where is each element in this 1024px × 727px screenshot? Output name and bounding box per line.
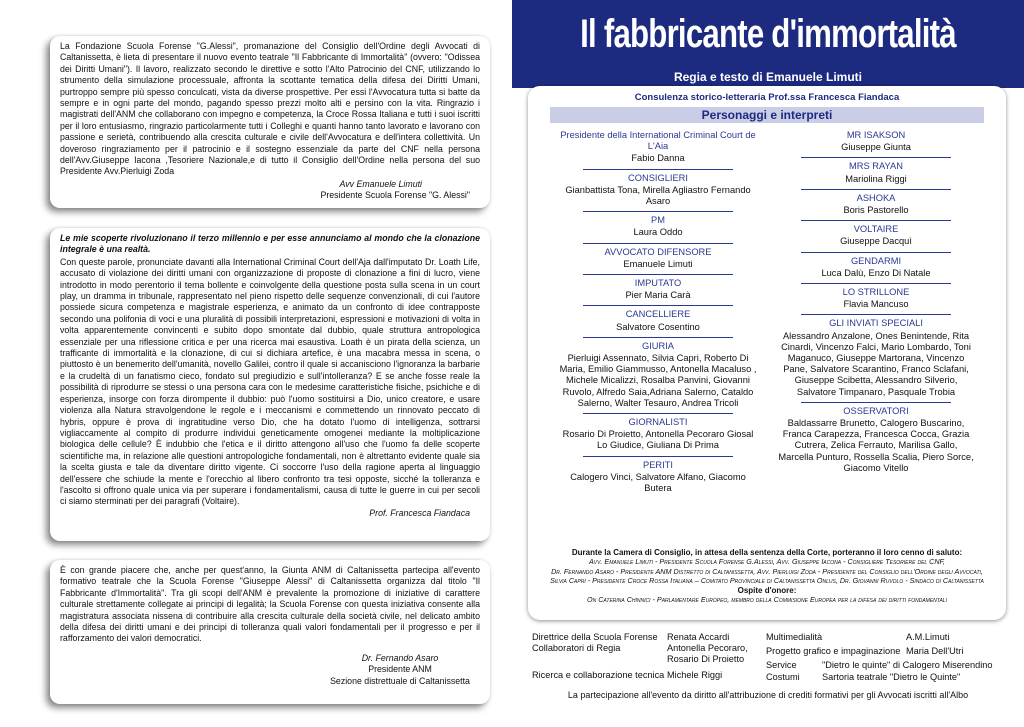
signature-asaro-name: Dr. Fernando Asaro — [361, 652, 439, 663]
role-divider — [583, 305, 733, 306]
cast-role: GIURIA — [641, 340, 675, 351]
cast-entry — [776, 314, 976, 397]
cast-entry — [558, 274, 758, 301]
cast-panel — [528, 86, 1006, 620]
role-divider — [583, 243, 733, 244]
credit-multimedia-value: A.M.Limuti — [906, 632, 950, 642]
subtitle: Regia e testo di Emanuele Limuti — [673, 70, 863, 84]
cast-column-right — [776, 130, 976, 474]
cast-names: Calogero Vinci, Salvatore Alfano, Giacomo Butera — [570, 471, 746, 494]
cast-names: Fabio Danna — [631, 153, 685, 164]
cast-entry — [558, 456, 758, 495]
cast-names: Giuseppe Dacquì — [840, 236, 912, 247]
camera-line-1: Avv. Emanuele Limuti - Presidente Scuola Forense G.Alessi, Avv. Giuseppe Iacona - Consigliere Tesoriere del CNF, — [588, 557, 946, 567]
cast-names: Emanuele Limuti — [623, 258, 693, 269]
credit-direttrice-label: Direttrice della Scuola Forense — [532, 632, 658, 642]
credit-regia-label: Collaboratori di Regia — [532, 643, 621, 653]
credit-service-value: "Dietro le quinte" di Calogero Miserendino — [822, 660, 993, 670]
cast-names: Luca Dalù, Enzo Di Natale — [821, 267, 931, 278]
cast-role: VOLTAIRE — [853, 224, 899, 235]
role-divider — [801, 189, 951, 190]
intro-text-fiandaca: Con queste parole, pronunciate davanti alla International Criminal Court dell'Aja dall'imputato Dr. Loath Life, accusato di violazione dei diritti umani con organizzazione di proposte di clonazione a fini di lucro, viene introdotto in modo perentorio il tema bollente e coinvolgente della questione posta sulla scena in un court play, un dramma in tribunale, rappresentato nel pieno rispetto delle sequenze convenzionali, di cui l'autore possiede sicura competenza e magistrale esperienza, e animato da un confronto di idee contrapposte secondo una polifonia di voci e una pluralità di possibili interpretazioni, espressioni e motivazioni di volta in volta apparentemente convincenti e subito dopo smontate dal dubbio, quale struttura antropologica essenziale per una riflessione critica e per una ricerca mai esaustiva. Loath è un pirata della scienza, un trafficante di immortalità e la clonazione, di cui si dichiara artefice, è una macabra messa in scena, o piuttosto è un benemerito dell'umanità, novello Galilei, contro il quale si accanisciono l'ignoranza la barbarie e la crudeltà di un fanatismo cieco, fondato sul pregiudizio e sull'intolleranza? E se anche fosse reale la possibilità di riprodurre se stessi o una persona cara con le medesime caratteristiche fisiche, psichiche e di esperienza, insorge con forza dirompente il dubbio: può l'uomo sostituirsi a Dio, unico creatore, e usare violenza alla Natura stravolgendone le regole e i meccanismi e commettendo un rinnovato peccato di hybris, oppure è prova di ingratitudine verso Dio, che ha dotato l'uomo di intelligenza, sottrarsi vigliaccamente al compito di produrre individui geneticamente omogenei mediante la moltiplicazione biologica delle cellule? È indubbio che l'etica e il diritto attengono all'uso che l'uomo fa delle scoperte scientifiche ma, in relazione alle questioni antropologiche fondamentali, non è altrettanto evidente quale sia la scelta giusta e tale da diventare diritto vigente. Ci soccorre l'uso della ragione aperta al linguaggio dell'essere che schiude la mente e l'orecchio al libero confronto tra tesi opposte, sicché la tolleranza e l'ascolto si offrono quale unica via per superare i fondamentalismi, causa di tutte le guerre in cui per secoli ci siamo sterminati per dei paragrafi (Voltaire). — [60, 256, 480, 507]
crediti-formativi-note: La partecipazione all'evento da diritto all'attribuzione di crediti formativi per gli Avvocati iscritti all'Albo — [567, 690, 969, 700]
title-banner — [512, 0, 1024, 88]
role-divider — [801, 402, 951, 403]
cast-names: Rosario Di Proietto, Antonella Pecoraro Giosal Lo Giudice, Giuliana Di Prima — [562, 429, 754, 451]
cast-entry — [558, 305, 758, 332]
cast-role: IMPUTATO — [634, 278, 682, 289]
cast-entry — [776, 252, 976, 279]
cast-role: OSSERVATORI — [843, 405, 909, 416]
cast-role: LO STRILLONE — [842, 287, 910, 298]
cast-entry — [776, 157, 976, 184]
cast-entry — [558, 211, 758, 238]
cast-names: Mariolina Riggi — [845, 173, 907, 184]
role-divider — [801, 220, 951, 221]
lead-quote: Le mie scoperte rivoluzionano il terzo millennio e per esse annunciamo al mondo che la clonazione integrale è una realtà. — [60, 233, 480, 255]
cast-entry — [776, 402, 976, 474]
camera-consiglio — [528, 548, 1006, 604]
role-divider — [801, 314, 951, 315]
ospite-label: Ospite d'onore: — [737, 585, 797, 595]
credit-costumi-value: Sartoria teatrale "Dietro le Quinte" — [822, 672, 961, 682]
main-title: Il fabbricante d'immortalità — [580, 12, 956, 56]
intro-box-fondazione — [50, 36, 490, 208]
credit-regia-value: Antonella Pecoraro, Rosario Di Proietto — [667, 643, 748, 664]
credit-multimedia-label: Multimedialità — [766, 632, 823, 642]
cast-entry — [558, 130, 758, 165]
role-divider — [801, 157, 951, 158]
intro-text-anm: È con grande piacere che, anche per quest'anno, la Giunta ANM di Caltanissetta partecipa all'evento formativo teatrale che la Scuola Forense "Giuseppe Alessi" di Caltanissetta organizza dal titolo "Il Fabbricante d'Immortalità". Tra gli scopi dell'ANM è prevalente la promozione di iniziative di carattere culturale strettamente collegate ai principi di legalità; la Scuola Forense con questa iniziativa consente alla magistratura associata nissena di contribuire alla crescita culturale della società civile, nel delicato ambito della difesa dei diritti umani e dei principi di tolleranza quali valori fondamentali per il progresso e per il rafforzamento dei valori democratici. — [60, 565, 480, 644]
cast-role: Presidente della International Criminal Court de L'Aia — [560, 130, 756, 152]
cast-role: GLI INVIATI SPECIALI — [829, 318, 923, 329]
cast-names: Baldassarre Brunetto, Calogero Buscarino, Franca Carapezza, Francesca Cocca, Grazia Cutrera, Zelica Ferrauto, Marilisa Gallo, Marcella Punturo, Rossella Scalia, Piero Sorce, Giacomo Vitello — [778, 418, 974, 473]
camera-heading: Durante la Camera di Consiglio, in attesa della sentenza della Corte, porteranno il loro cenno di saluto: — [571, 548, 963, 557]
cast-entry — [776, 283, 976, 310]
cast-role: GENDARMI — [850, 255, 902, 266]
cast-entry — [558, 243, 758, 270]
credit-grafica-label: Progetto grafico e impaginazione — [766, 646, 901, 656]
role-divider — [583, 169, 733, 170]
role-divider — [801, 252, 951, 253]
cast-names: Laura Oddo — [633, 227, 683, 238]
cast-names: Alessandro Anzalone, Ones Benintende, Rita Cinardi, Vincenzo Falci, Mario Lombardo, Toni Maganuco, Giuseppe Martorana, Vincenzo Pane, Salvatore Scarantino, Franco Sclafani, Giuseppe Scibetta, Alessandro Silverio, Salvatore Timpanaro, Pasquale Trobia — [781, 330, 971, 397]
role-divider — [583, 211, 733, 212]
cast-role: MRS RAYAN — [849, 161, 903, 172]
credit-direttrice-value: Renata Accardi — [667, 632, 730, 642]
credit-ricerca-value: Michele Riggi — [667, 670, 723, 680]
camera-line-3: Silvia Capri - Presidente Croce Rossa Italiana – Comitato Provinciale di Caltanissetta Onlus, Dr. Giovanni Ruvolo - Sindaco di Caltanissetta — [550, 576, 984, 586]
signature-limuti-title: Presidente Scuola Forense "G. Alessi" — [320, 190, 470, 201]
right-page — [512, 0, 1024, 727]
cast-names: Flavia Mancuso — [843, 299, 909, 310]
cast-role: ASHOKA — [856, 192, 896, 203]
intro-box-fiandaca — [50, 228, 490, 541]
credit-costumi-label: Costumi — [766, 672, 800, 682]
cast-entry — [776, 130, 976, 153]
cast-role: PERITI — [643, 459, 673, 470]
cast-role: MR ISAKSON — [846, 130, 906, 140]
role-divider — [583, 274, 733, 275]
cast-role: CONSIGLIERI — [628, 172, 688, 183]
signature-fiandaca: Prof. Francesca Fiandaca — [369, 507, 470, 518]
credit-grafica-value: Maria Dell'Utri — [906, 646, 964, 656]
cast-names: Gianbattista Tona, Mirella Agliastro Fernando Asaro — [565, 184, 751, 207]
cast-entry — [558, 169, 758, 208]
role-divider — [583, 456, 733, 457]
consulenza-line: Consulenza storico-letteraria Prof.ssa Francesca Fiandaca — [634, 92, 900, 103]
camera-line-2: Dr. Fernando Asaro - Presidente ANM Distretto di Caltanissetta, Avv. Pierluigi Zoda - Presidente del Consiglio dell'Ordine degli Avvocati, — [551, 566, 983, 576]
cast-names: Pier Maria Carà — [625, 290, 691, 301]
personaggi-heading: Personaggi e interpreti — [550, 107, 984, 123]
cast-entry — [558, 337, 758, 409]
cast-names: Salvatore Cosentino — [616, 321, 700, 332]
role-divider — [583, 337, 733, 338]
intro-box-anm — [50, 560, 490, 704]
cast-names: Pierluigi Assennato, Silvia Capri, Roberto Di Maria, Emilio Giammusso, Antonella Macaluso , Michele Micalizzi, Rosalba Panvini, Giovanni Ruvolo, Alfredo Saia,Adriana Salerno, Cataldo Salerno, Walter Tesauro, Andrea Tricoli — [559, 353, 757, 408]
cast-role: AVVOCATO DIFENSORE — [604, 246, 712, 257]
cast-role: CANCELLIERE — [625, 309, 691, 320]
signature-asaro-title: Presidente ANM — [368, 664, 432, 675]
credit-service-label: Service — [766, 660, 797, 670]
cast-column-left — [558, 130, 758, 494]
cast-entry — [558, 413, 758, 452]
cast-entry — [776, 220, 976, 247]
signature-limuti-name: Avv Emanuele Limuti — [339, 178, 422, 189]
role-divider — [583, 413, 733, 414]
cast-entry — [776, 189, 976, 216]
cast-role: GIORNALISTI — [628, 417, 688, 428]
credit-ricerca-label: Ricerca e collaborazione tecnica — [532, 670, 665, 680]
cast-names: Boris Pastorello — [843, 205, 909, 216]
cast-role: PM — [651, 215, 665, 226]
cast-names: Giuseppe Giunta — [841, 142, 911, 153]
ospite-line: On Caterina Chinnici - Parlamentare Europeo, membro della Commisione Europea per la difesa dei diritti fondamentali — [587, 595, 947, 605]
role-divider — [801, 283, 951, 284]
intro-text-fondazione: La Fondazione Scuola Forense "G.Alessi", promanazione del Consiglio dell'Ordine degli Avvocati di Caltanissetta, è lieta di presentare il nuovo evento teatrale "Il Fabbricante di Immortalità" (ovvero: "Odissea dei Diritti Umani"). Il lavoro, realizzato secondo le direttive e sotto l'Alto Patrocinio del CNF, utilizzando lo strumento della simulazione processuale, affronta la scottante tematica della difesa dei Diritti Umani, purtroppo sempre più spesso conculcati, vista da diverse prospettive. Per essi l'Avvocatura tutta si batte da sempre e in ogni parte del mondo, pagando spesso prezzi molto alti e persino con la vita. Ringrazio i magistrati dell'ANM che collaborano con impegno e competenza, la Croce Rossa Italiana e tutti i suoi iscritti per il loro entusiasmo, ringrazio particolarmente tutti i Colleghi e quanti hanno tanto lavorato e lavorano con passione e serietà, contribuendo alla crescita culturale e civile dell'Avvocatura e dell'intera collettività. Un doveroso ringraziamento per il patrocinio e il sostegno essenziale da parte del CNF nella persona dell'Avv.Giuseppe Iacona ,Tesoriere Nazionale,e di tutto il Consiglio dell'Ordine nella persona del suo Presidente Avv.Pierluigi Zoda — [60, 41, 480, 177]
signature-asaro-sub: Sezione distrettuale di Caltanissetta — [330, 675, 470, 686]
